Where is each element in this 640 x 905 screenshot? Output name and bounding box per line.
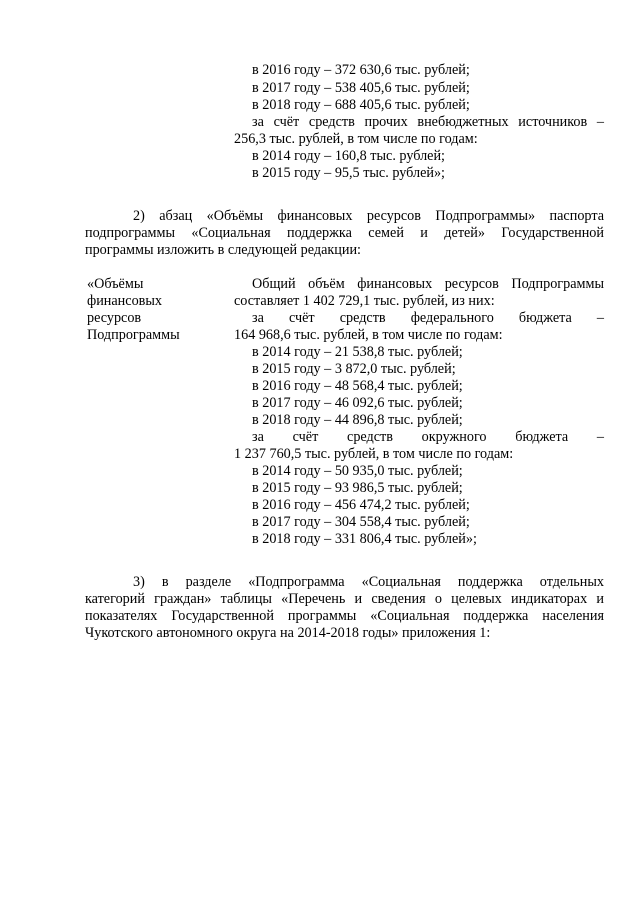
table-content-line-7: в 2016 году – 48 568,4 тыс. рублей; bbox=[252, 378, 463, 394]
funding-line-2017: в 2017 году – 538 405,6 тыс. рублей; bbox=[252, 80, 470, 96]
table-content-line-9: в 2018 году – 44 896,8 тыс. рублей; bbox=[252, 412, 463, 428]
table-content-line-2: составляет 1 402 729,1 тыс. рублей, из них: bbox=[234, 293, 495, 309]
paragraph-3-line-3: показателях Государственной программы «Социальная поддержка населения bbox=[85, 608, 604, 624]
table-content-line-1: Общий объём финансовых ресурсов Подпрограммы bbox=[252, 276, 604, 292]
table-content-line-10: за счёт средств окружного бюджета – bbox=[252, 429, 604, 445]
paragraph-3-line-1: 3) в разделе «Подпрограмма «Социальная поддержка отдельных bbox=[133, 574, 604, 590]
extrabudgetary-2014-line: в 2014 году – 160,8 тыс. рублей; bbox=[252, 148, 445, 164]
funding-line-2016: в 2016 году – 372 630,6 тыс. рублей; bbox=[252, 62, 470, 78]
paragraph-2-line-3: программы изложить в следующей редакции: bbox=[85, 242, 361, 258]
funding-line-2018: в 2018 году – 688 405,6 тыс. рублей; bbox=[252, 97, 470, 113]
extrabudgetary-sources-line: за счёт средств прочих внебюджетных источников – bbox=[252, 114, 604, 130]
table-content-line-16: в 2018 году – 331 806,4 тыс. рублей»; bbox=[252, 531, 477, 547]
table-content-line-14: в 2016 году – 456 474,2 тыс. рублей; bbox=[252, 497, 470, 513]
paragraph-2-line-1: 2) абзац «Объёмы финансовых ресурсов Подпрограммы» паспорта bbox=[133, 208, 604, 224]
paragraph-2-line-2: подпрограммы «Социальная поддержка семей и детей» Государственной bbox=[85, 225, 604, 241]
table-label-line-4: Подпрограммы bbox=[87, 327, 180, 343]
table-content-line-13: в 2015 году – 93 986,5 тыс. рублей; bbox=[252, 480, 463, 496]
extrabudgetary-2015-line: в 2015 году – 95,5 тыс. рублей»; bbox=[252, 165, 445, 181]
table-label-line-1: «Объёмы bbox=[87, 276, 144, 292]
paragraph-3-line-4: Чукотского автономного округа на 2014-2018 годы» приложения 1: bbox=[85, 625, 491, 641]
table-label-line-2: финансовых bbox=[87, 293, 162, 309]
table-content-line-12: в 2014 году – 50 935,0 тыс. рублей; bbox=[252, 463, 463, 479]
table-content-line-15: в 2017 году – 304 558,4 тыс. рублей; bbox=[252, 514, 470, 530]
table-content-line-4: 164 968,6 тыс. рублей, в том числе по годам: bbox=[234, 327, 503, 343]
extrabudgetary-total-line: 256,3 тыс. рублей, в том числе по годам: bbox=[234, 131, 478, 147]
table-content-line-11: 1 237 760,5 тыс. рублей, в том числе по годам: bbox=[234, 446, 514, 462]
table-label-line-3: ресурсов bbox=[87, 310, 142, 326]
table-content-line-8: в 2017 году – 46 092,6 тыс. рублей; bbox=[252, 395, 463, 411]
table-content-line-3: за счёт средств федерального бюджета – bbox=[252, 310, 604, 326]
paragraph-3-line-2: категорий граждан» таблицы «Перечень и сведения о целевых индикаторах и bbox=[85, 591, 604, 607]
table-content-line-6: в 2015 году – 3 872,0 тыс. рублей; bbox=[252, 361, 456, 377]
table-content-line-5: в 2014 году – 21 538,8 тыс. рублей; bbox=[252, 344, 463, 360]
